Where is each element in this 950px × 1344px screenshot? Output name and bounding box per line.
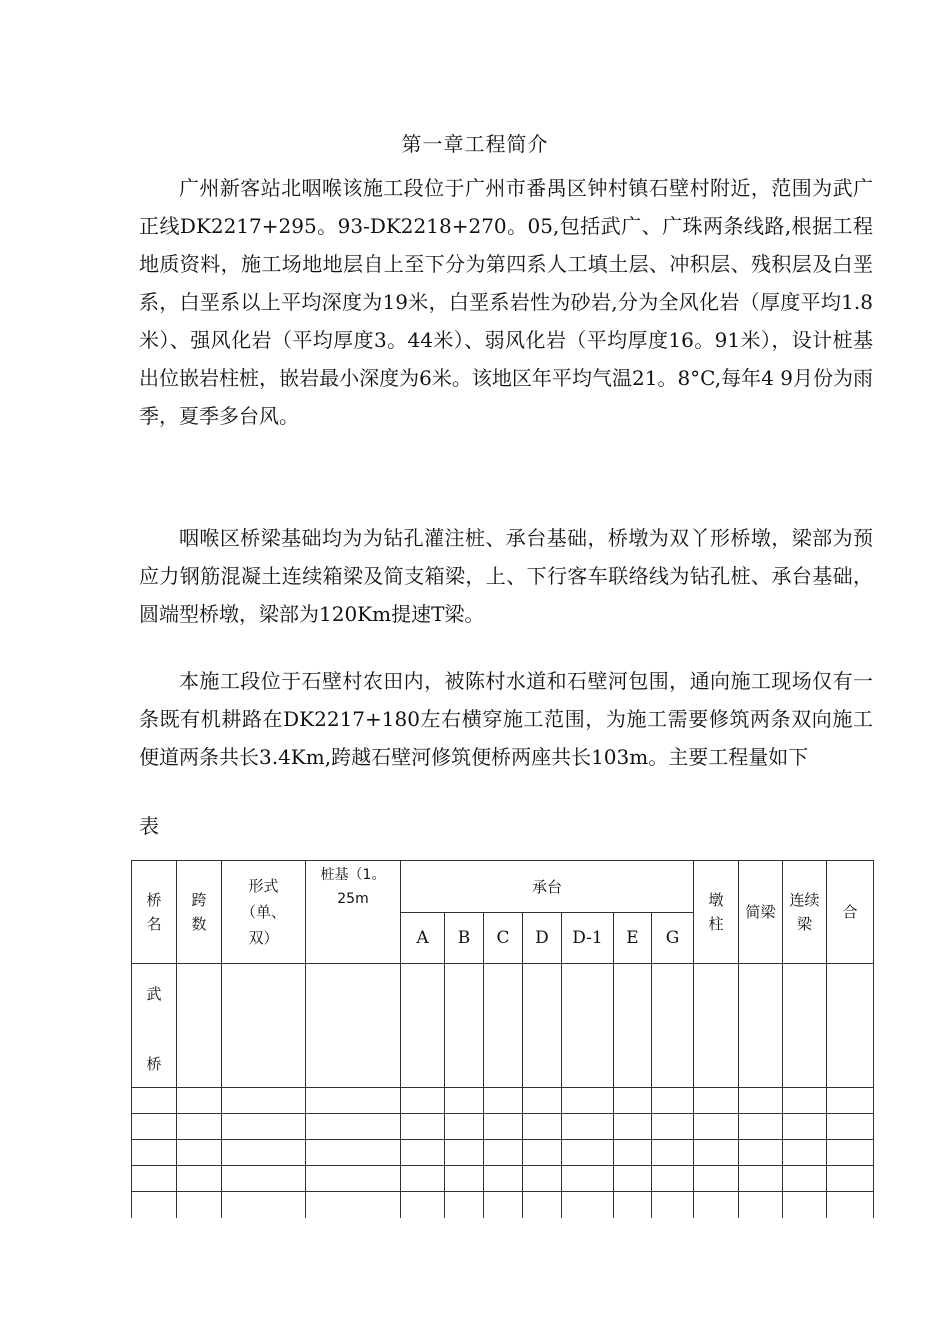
table-header-row bbox=[132, 861, 874, 913]
cap-col-e: E bbox=[614, 913, 652, 964]
header-bridge-name: 桥名 bbox=[132, 861, 177, 964]
paragraph-bridge-structure: 咽喉区桥梁基础均为为钻孔灌注桩、承台基础，桥墩为双丫形桥墩，梁部为预应力钢筋混凝土连续箱梁及简支箱梁，上、下行客车联络线为钻孔桩、承台基础，圆端型桥墩，梁部为120Km提速T梁。 bbox=[139, 526, 873, 626]
cap-col-d: D bbox=[523, 913, 562, 964]
paragraph-access-roads: 本施工段位于石壁村农田内，被陈村水道和石壁河包围，通向施工现场仅有一条既有机耕路在DK2217+180左右横穿施工范围，为施工需要修筑两条双向施工便道两条共长3.4Km,跨越石壁河修筑便桥两座共长103m。主要工程量如下 bbox=[139, 669, 873, 769]
table-row bbox=[132, 964, 874, 1088]
header-pier: 墩柱 bbox=[694, 861, 739, 964]
cap-col-a: A bbox=[401, 913, 445, 964]
cap-col-c: C bbox=[484, 913, 523, 964]
header-cap: 承台 bbox=[401, 861, 694, 913]
paragraph-site-location: 广州新客站北咽喉该施工段位于广州市番禺区钟村镇石壁村附近，范围为武广正线DK2217+295。93-DK2218+270。05,包括武广、广珠两条线路,根据工程地质资料，施工场地地层自上至下分为第四系人工填土层、冲积层、残积层及白垩系，白垩系以上平均深度为19米，白垩系岩性为砂岩,分为全风化岩（厚度平均1.8米）、强风化岩（平均厚度3。44米）、弱风化岩（平均厚度16。91米），设计桩基出位嵌岩柱桩，嵌岩最小深度为6米。该地区年平均气温21。8°C,每年4 9月份为雨季，夏季多台风。 bbox=[139, 176, 873, 428]
header-pile: 桩基（1。25m bbox=[306, 861, 401, 964]
header-spans: 跨数 bbox=[177, 861, 222, 964]
cap-col-g: G bbox=[652, 913, 694, 964]
header-total: 合 bbox=[827, 861, 874, 964]
header-form: 形式（单、双） bbox=[222, 861, 306, 964]
table-row bbox=[132, 1088, 874, 1114]
cap-col-b: B bbox=[445, 913, 484, 964]
table-row bbox=[132, 1114, 874, 1140]
header-continuous-beam: 连续梁 bbox=[783, 861, 827, 964]
bridge-name-top: 武 bbox=[146, 985, 162, 1003]
quantity-table bbox=[131, 860, 874, 1218]
cap-col-d1: D-1 bbox=[562, 913, 614, 964]
table-row bbox=[132, 1140, 874, 1166]
bridge-name-bottom: 桥 bbox=[146, 1055, 162, 1073]
chapter-title: 第一章工程简介 bbox=[401, 132, 549, 156]
table-row bbox=[132, 1192, 874, 1218]
bridge-name-cell bbox=[132, 964, 177, 1088]
table-row bbox=[132, 1166, 874, 1192]
table-caption: 表 bbox=[139, 814, 159, 838]
header-simple-beam: 简梁 bbox=[739, 861, 783, 964]
